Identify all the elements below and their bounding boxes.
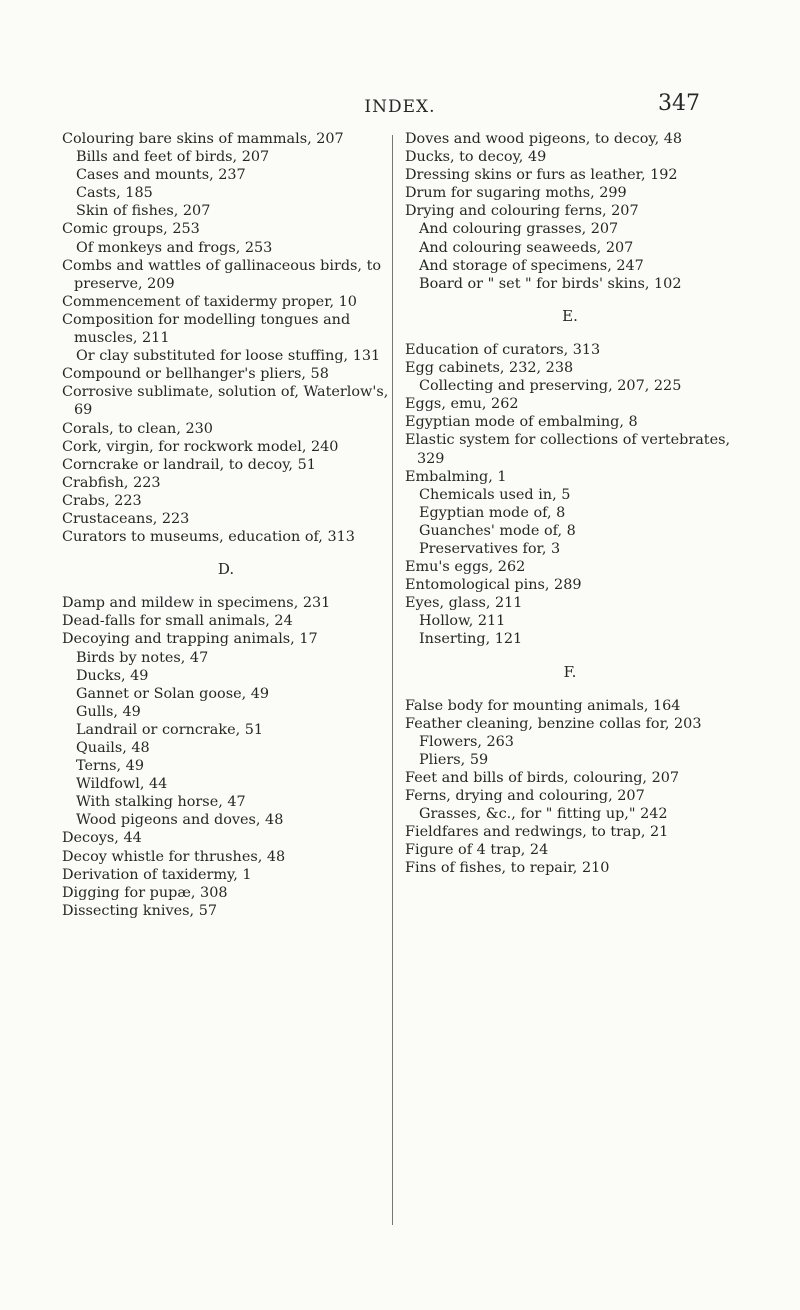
index-entry: Egyptian mode of embalming, 8: [405, 414, 638, 431]
index-entry: Dissecting knives, 57: [62, 902, 218, 919]
index-subentry: Grasses, &c., for " fitting up," 242: [419, 806, 668, 823]
index-column-right: [405, 130, 735, 878]
section-heading: E.: [562, 306, 578, 325]
index-subentry: Preservatives for, 3: [419, 540, 561, 557]
index-entry: Corncrake or landrail, to decoy, 51: [62, 456, 316, 473]
index-entry: Feather cleaning, benzine collas for, 203: [405, 715, 702, 732]
page-title: INDEX.: [364, 97, 436, 117]
index-subentry: Gannet or Solan goose, 49: [76, 685, 270, 702]
section-heading: D.: [217, 560, 235, 579]
section-heading: F.: [563, 662, 577, 681]
index-entry: Digging for pupæ, 308: [62, 884, 228, 901]
index-subentry: Casts, 185: [76, 185, 153, 202]
index-entry: Decoy whistle for thrushes, 48: [62, 848, 286, 865]
index-entry: Crabfish, 223: [62, 474, 161, 491]
index-subentry: Collecting and preserving, 207, 225: [419, 378, 682, 395]
index-entry: Corrosive sublimate, solution of, Waterlow's, 69: [62, 384, 389, 419]
index-subentry: Egyptian mode of, 8: [419, 504, 566, 521]
index-subentry: Inserting, 121: [419, 631, 523, 648]
index-subentry: Board or " set " for birds' skins, 102: [419, 275, 682, 292]
index-entry: Curators to museums, education of, 313: [62, 529, 355, 546]
index-subentry: Quails, 48: [76, 740, 150, 756]
index-entry: Fins of fishes, to repair, 210: [405, 860, 610, 877]
index-entry: Corals, to clean, 230: [62, 420, 213, 437]
index-subentry: Cases and mounts, 237: [76, 167, 246, 184]
index-entry: Commencement of taxidermy proper, 10: [62, 293, 357, 310]
index-subentry: Pliers, 59: [419, 751, 489, 768]
index-entry: Crustaceans, 223: [62, 510, 190, 527]
index-subentry: Birds by notes, 47: [76, 649, 209, 666]
index-subentry: Guanches' mode of, 8: [419, 522, 576, 539]
index-entry: Damp and mildew in specimens, 231: [62, 595, 331, 612]
index-subentry: Chemicals used in, 5: [419, 486, 571, 503]
column-divider: [392, 135, 393, 1225]
index-entry: Decoying and trapping animals, 17: [62, 631, 318, 648]
index-entry: Comic groups, 253: [62, 221, 200, 238]
index-entry: Eyes, glass, 211: [405, 595, 523, 612]
index-subentry: Gulls, 49: [76, 703, 141, 720]
index-subentry: Landrail or corncrake, 51: [76, 721, 264, 738]
page-header: [0, 91, 800, 121]
index-subentry: Ducks, 49: [76, 667, 149, 684]
index-column-left: [62, 130, 390, 920]
index-entry: Dressing skins or furs as leather, 192: [405, 167, 678, 184]
index-subentry: Wood pigeons and doves, 48: [76, 812, 284, 829]
index-subentry: And storage of specimens, 247: [419, 257, 644, 274]
index-subentry: Hollow, 211: [419, 613, 506, 630]
index-entry: Fieldfares and redwings, to trap, 21: [405, 824, 669, 841]
index-entry: Crabs, 223: [62, 492, 142, 509]
index-subentry: And colouring grasses, 207: [419, 221, 619, 238]
index-entry: Compound or bellhanger's pliers, 58: [62, 366, 329, 383]
index-entry: Egg cabinets, 232, 238: [405, 360, 574, 377]
index-subentry: Skin of fishes, 207: [76, 203, 211, 220]
index-entry: Entomological pins, 289: [405, 577, 582, 594]
index-entry: Composition for modelling tongues and muscles, 211: [62, 311, 351, 347]
index-subentry: Or clay substituted for loose stuffing, 131: [76, 348, 381, 365]
index-entry: Education of curators, 313: [405, 341, 601, 358]
index-subentry: Terns, 49: [76, 758, 144, 775]
index-entry: Ferns, drying and colouring, 207: [405, 788, 645, 805]
index-subentry: Flowers, 263: [419, 733, 514, 750]
index-entry: Combs and wattles of gallinaceous birds, to preserve, 209: [62, 257, 382, 292]
index-subentry: Bills and feet of birds, 207: [76, 149, 270, 166]
index-entry: Colouring bare skins of mammals, 207: [62, 131, 344, 147]
page-number: 347: [658, 91, 700, 116]
index-entry: Decoys, 44: [62, 830, 142, 847]
index-entry: Elastic system for collections of vertebrates, 329: [405, 432, 731, 467]
index-subentry: With stalking horse, 47: [76, 794, 246, 811]
index-entry: Embalming, 1: [405, 468, 507, 485]
index-subentry: Of monkeys and frogs, 253: [76, 239, 273, 256]
index-entry: Ducks, to decoy, 49: [405, 149, 547, 166]
index-entry: Drum for sugaring moths, 299: [405, 185, 627, 202]
index-entry: Eggs, emu, 262: [405, 396, 519, 413]
index-subentry: Wildfowl, 44: [76, 776, 168, 793]
index-entry: Feet and bills of birds, colouring, 207: [405, 770, 680, 786]
index-entry: Cork, virgin, for rockwork model, 240: [62, 438, 339, 455]
index-entry: Drying and colouring ferns, 207: [405, 203, 639, 220]
index-entry: Dead-falls for small animals, 24: [62, 613, 293, 630]
index-entry: Figure of 4 trap, 24: [405, 842, 549, 859]
index-entry: Derivation of taxidermy, 1: [62, 866, 252, 883]
index-entry: False body for mounting animals, 164: [405, 697, 681, 714]
index-entry: Emu's eggs, 262: [405, 559, 526, 576]
index-subentry: And colouring seaweeds, 207: [419, 239, 634, 256]
index-entry: Doves and wood pigeons, to decoy, 48: [405, 131, 683, 147]
